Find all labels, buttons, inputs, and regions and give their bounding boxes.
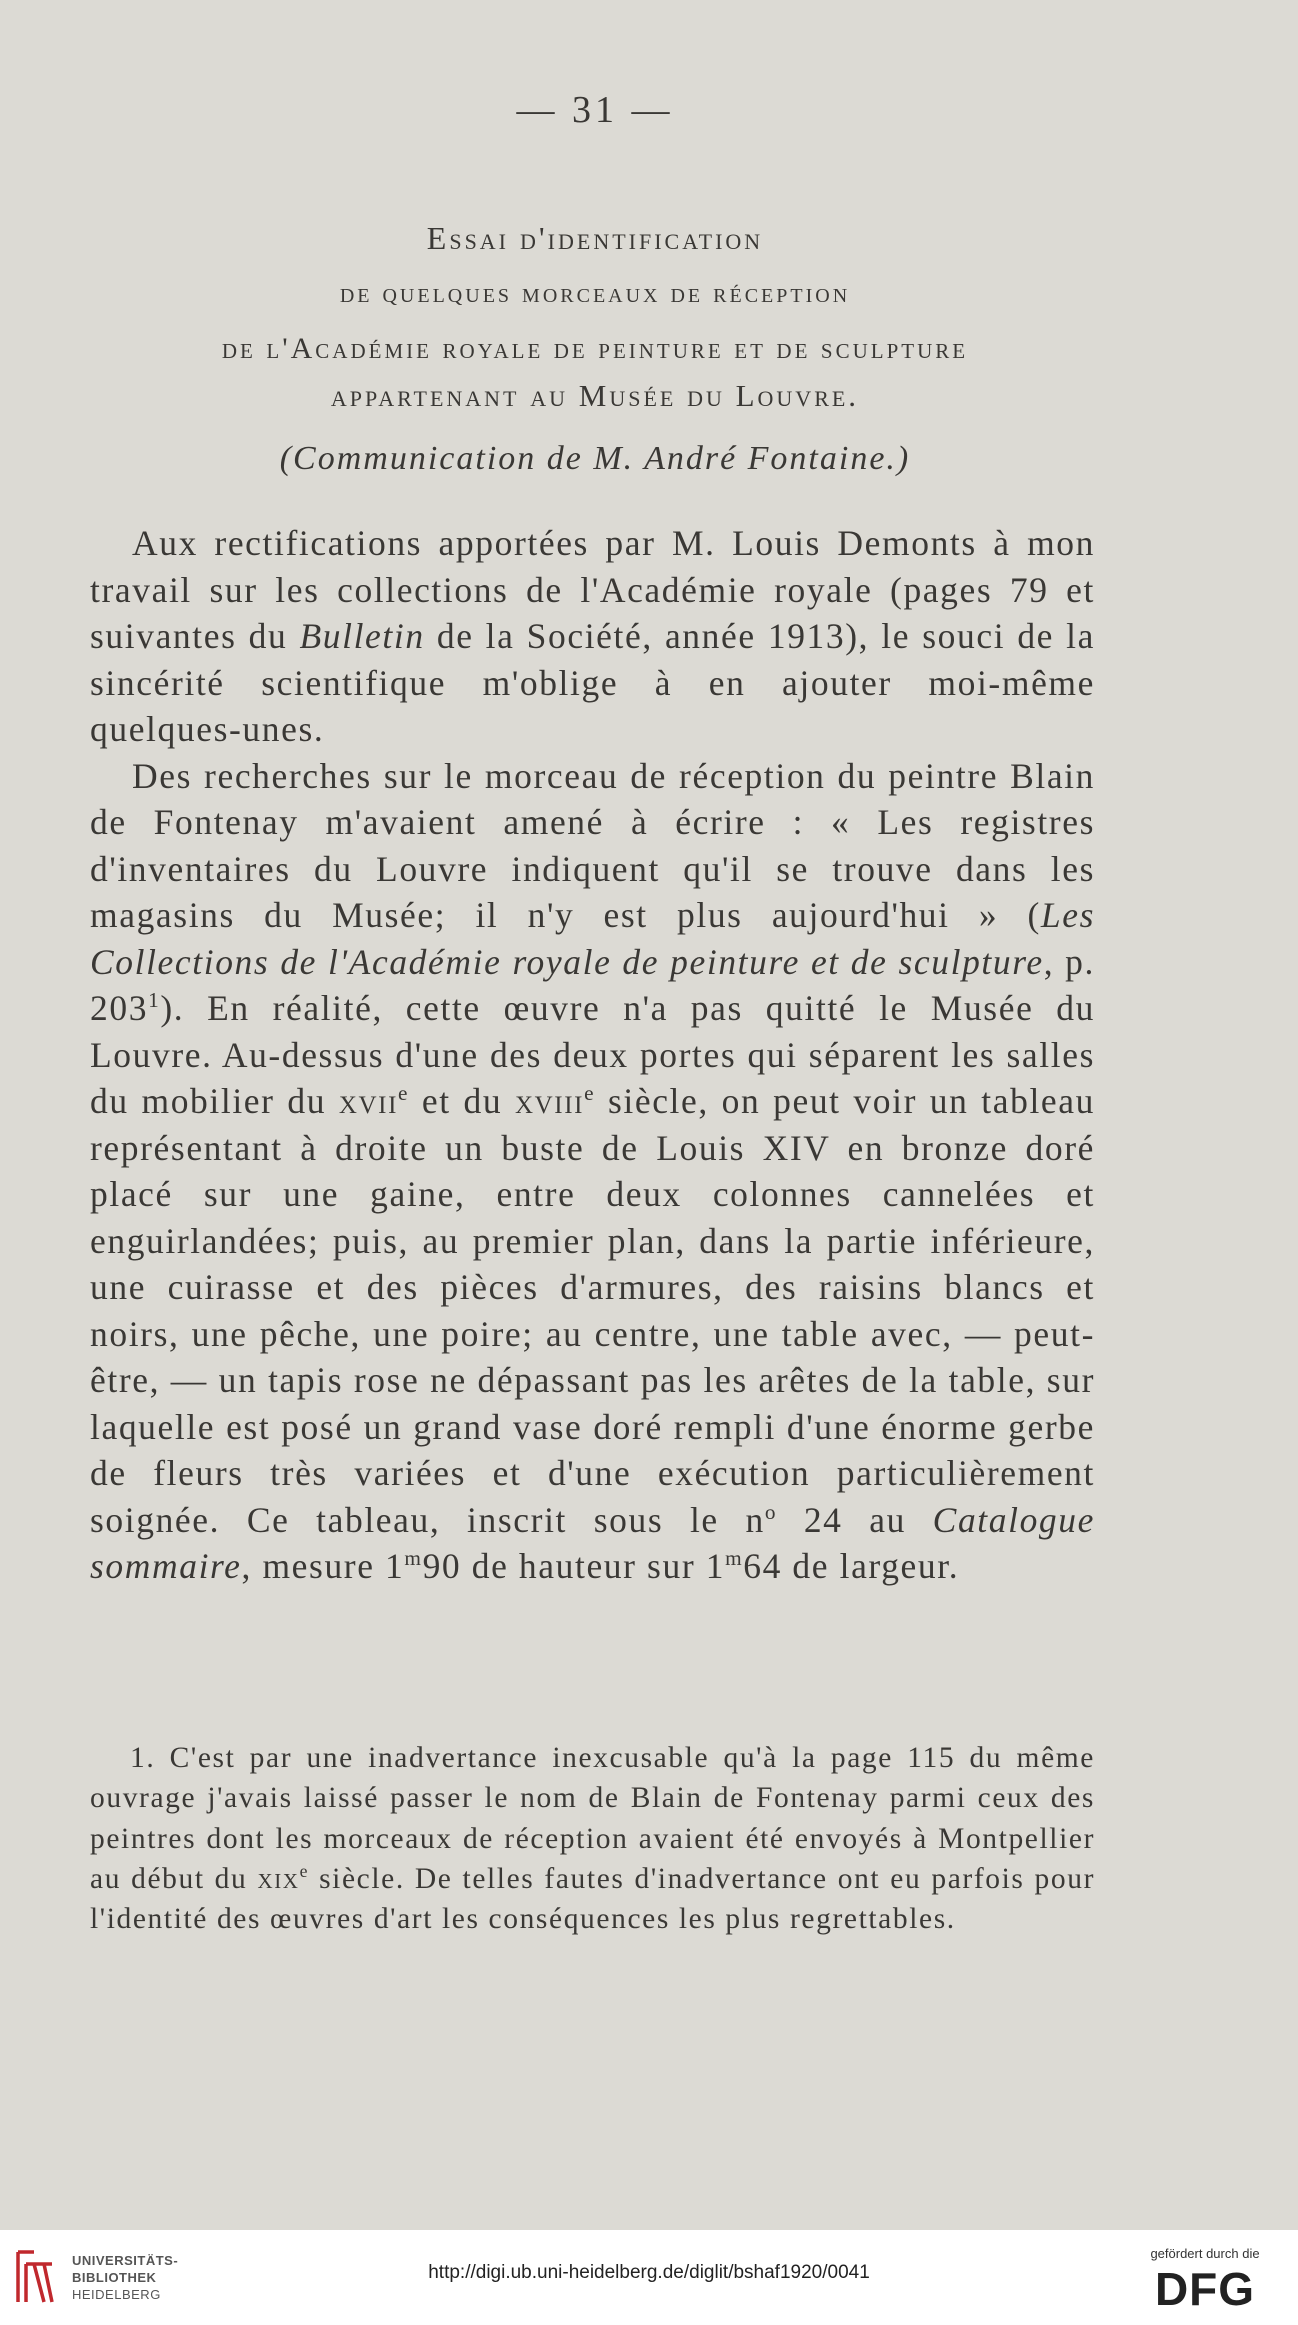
article-subtitle: (Communication de M. André Fontaine.) (279, 440, 911, 477)
sponsor-text: gefördert durch die (1150, 2246, 1260, 2261)
dfg-logo[interactable]: DFG (1154, 2263, 1256, 2315)
permalink-url[interactable]: http://digi.ub.uni-heidelberg.de/diglit/bshaf1920/0041 (428, 2262, 870, 2283)
article-title-line-2: de quelques morceaux de réception (339, 278, 851, 309)
article-title-line-1: Essai d'identification (426, 220, 764, 256)
library-name: UNIVERSITÄTS- BIBLIOTHEK HEIDELBERG (72, 2253, 179, 2302)
footnote: 1. C'est par une inadvertance inexcusable qu'à la page 115 du même ouvrage j'avais laissé passer le nom de Blain de Fontenay parmi ceux des peintres dont les morceaux de réception avaient été envoyés à Montpellier au début du xix$^e$ siècle. De telles fautes d'inadvertance ont eu parfois pour l'identité des œuvres d'art les conséquences les plus regrettables. (90, 1742, 1096, 1936)
sponsor-block (1130, 2246, 1280, 2313)
article-body (90, 520, 1095, 1590)
footnote-ref: 1 (148, 988, 161, 1013)
paragraph-2: Des recherches sur le morceau de réception du peintre Blain de Fontenay m'avaient amené à écrire : « Les registres d'inventaires du Louvre indiquent qu'il se trouve dans les magasins du Musée; il n'y est plus aujourd'hui » (Les Collections de l'Académie royale de peinture et de sculpture, p. $203^1$). En réalité, cette œuvre n'a pas quitté le Musée du Louvre. Au-dessus d'une des deux portes qui séparent les salles du mobilier du xvii$^e$ et du xviii$^e$ siècle, on peut voir un tableau représentant à droite un buste de Louis XIV en bronze doré placé sur une gaine, entre deux colonnes cannelées et enguirlandées; puis, au premier plan, dans la partie inférieure, une cuirasse et des pièces d'armures, des raisins blancs et noirs, une pêche, une poire; au centre, une table avec, — peut-être, — un tapis rose ne dépassant pas les arêtes de la table, sur laquelle est posé un grand vase doré rempli d'une énorme gerbe de fleurs très variées et d'une exécution particulièrement soignée. Ce tableau, inscrit sous le $n^o$ 24 au Catalogue sommaire, mesure 1$^m$90 de hauteur sur 1$^m$64 de largeur. (90, 755, 1095, 1586)
paragraph-1: Aux rectifications apportées par M. Louis Demonts à mon travail sur les collections de l'Académie royale (pages 79 et suivantes du Bulletin de la Société, année 1913), le souci de la sincérité scientifique m'oblige à en ajouter moi-même quelques-unes. (90, 523, 1095, 749)
page-number: — 31 — (516, 89, 674, 131)
footer-bar (0, 2230, 1298, 2325)
article-title-line-3: de l'Académie royale de peinture et de sculpture (221, 332, 969, 365)
article-title-line-4: appartenant au Musée du Louvre. (330, 378, 860, 413)
